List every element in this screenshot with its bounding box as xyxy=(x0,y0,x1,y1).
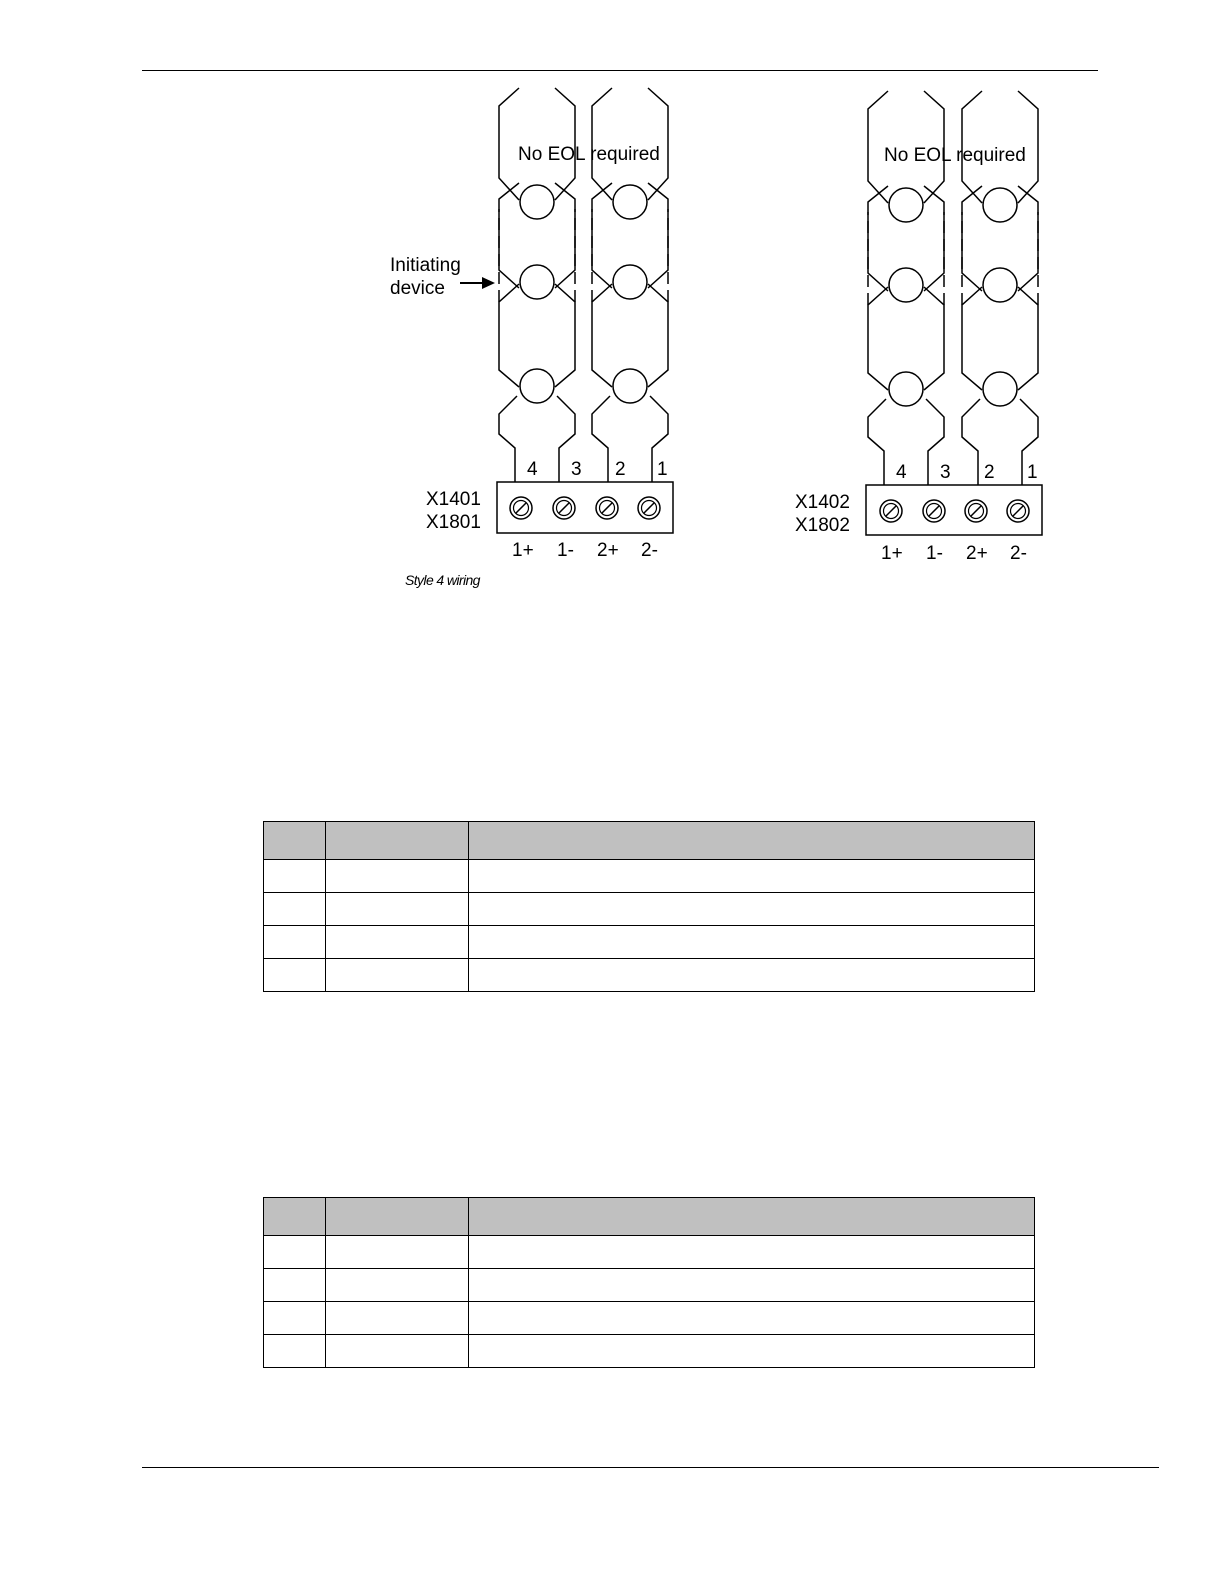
table-cell xyxy=(326,893,469,926)
left-wire-number: 1 xyxy=(657,459,668,480)
screw-terminal-icon xyxy=(510,497,532,519)
table-cell xyxy=(264,1236,326,1269)
table-header-cell xyxy=(326,1198,469,1236)
table-header-cell xyxy=(469,1198,1035,1236)
table-cell xyxy=(264,893,326,926)
table-cell xyxy=(326,926,469,959)
table-row xyxy=(264,1335,1035,1368)
table-header-cell xyxy=(469,822,1035,860)
table-header-row xyxy=(264,822,1035,860)
table-cell xyxy=(264,959,326,992)
table-header-cell xyxy=(264,1198,326,1236)
left-connector-label: X1801 xyxy=(426,512,481,533)
table-cell xyxy=(469,959,1035,992)
table-row xyxy=(264,959,1035,992)
left-wire-number: 2 xyxy=(615,459,626,480)
screw-terminal-icon xyxy=(553,497,575,519)
left-eol-note: No EOL required xyxy=(518,144,660,165)
right-terminal-label: 2+ xyxy=(966,543,988,564)
table-header-row xyxy=(264,1198,1035,1236)
left-terminal-label: 2+ xyxy=(597,540,619,561)
spec-table-2 xyxy=(263,1197,1035,1368)
table-cell xyxy=(469,926,1035,959)
spec-table-1 xyxy=(263,821,1035,992)
left-wire-number: 4 xyxy=(527,459,538,480)
right-wire-number: 2 xyxy=(984,462,995,483)
table-cell xyxy=(264,860,326,893)
table-row xyxy=(264,926,1035,959)
table-cell xyxy=(469,1236,1035,1269)
right-eol-note: No EOL required xyxy=(884,145,1026,166)
table-cell xyxy=(469,1302,1035,1335)
footer-rule xyxy=(142,1467,1159,1468)
table-cell xyxy=(264,1269,326,1302)
right-terminal-label: 2- xyxy=(1010,543,1027,564)
screw-terminal-icon xyxy=(923,500,945,522)
table-row xyxy=(264,893,1035,926)
right-wire-number: 4 xyxy=(896,462,907,483)
right-terminal-label: 1+ xyxy=(881,543,903,564)
table-cell xyxy=(264,1335,326,1368)
table-cell xyxy=(264,1302,326,1335)
left-terminal-label: 1+ xyxy=(512,540,534,561)
screw-terminal-icon xyxy=(1007,500,1029,522)
table-row xyxy=(264,1302,1035,1335)
right-terminal-label: 1- xyxy=(926,543,943,564)
initiating-device-callout-line1: Initiating xyxy=(390,255,461,276)
table-cell xyxy=(264,926,326,959)
table-cell xyxy=(469,893,1035,926)
screw-terminal-icon xyxy=(965,500,987,522)
left-connector-label: X1401 xyxy=(426,489,481,510)
table-header-cell xyxy=(264,822,326,860)
table-row xyxy=(264,1236,1035,1269)
table-row xyxy=(264,860,1035,893)
style4-wiring-diagram xyxy=(0,0,1225,620)
table-cell xyxy=(326,1335,469,1368)
left-wiring-panel xyxy=(390,88,673,588)
left-terminal-label: 1- xyxy=(557,540,574,561)
table-cell xyxy=(326,1269,469,1302)
table-cell xyxy=(326,860,469,893)
table-header-cell xyxy=(326,822,469,860)
table-row xyxy=(264,1269,1035,1302)
left-terminal-label: 2- xyxy=(641,540,658,561)
figure-caption: Style 4 wiring xyxy=(405,572,480,588)
table-cell xyxy=(469,1269,1035,1302)
right-wire-number: 3 xyxy=(940,462,951,483)
table-cell xyxy=(326,959,469,992)
table-cell xyxy=(326,1236,469,1269)
screw-terminal-icon xyxy=(596,497,618,519)
table-cell xyxy=(326,1302,469,1335)
table-cell xyxy=(469,1335,1035,1368)
screw-terminal-icon xyxy=(880,500,902,522)
right-wire-number: 1 xyxy=(1027,462,1038,483)
arrow-icon xyxy=(460,277,495,289)
screw-terminal-icon xyxy=(638,497,660,519)
table-cell xyxy=(469,860,1035,893)
right-connector-label: X1402 xyxy=(795,492,850,513)
right-wiring-panel xyxy=(795,91,1042,564)
right-connector-label: X1802 xyxy=(795,515,850,536)
initiating-device-callout-line2: device xyxy=(390,278,445,299)
left-wire-number: 3 xyxy=(571,459,582,480)
